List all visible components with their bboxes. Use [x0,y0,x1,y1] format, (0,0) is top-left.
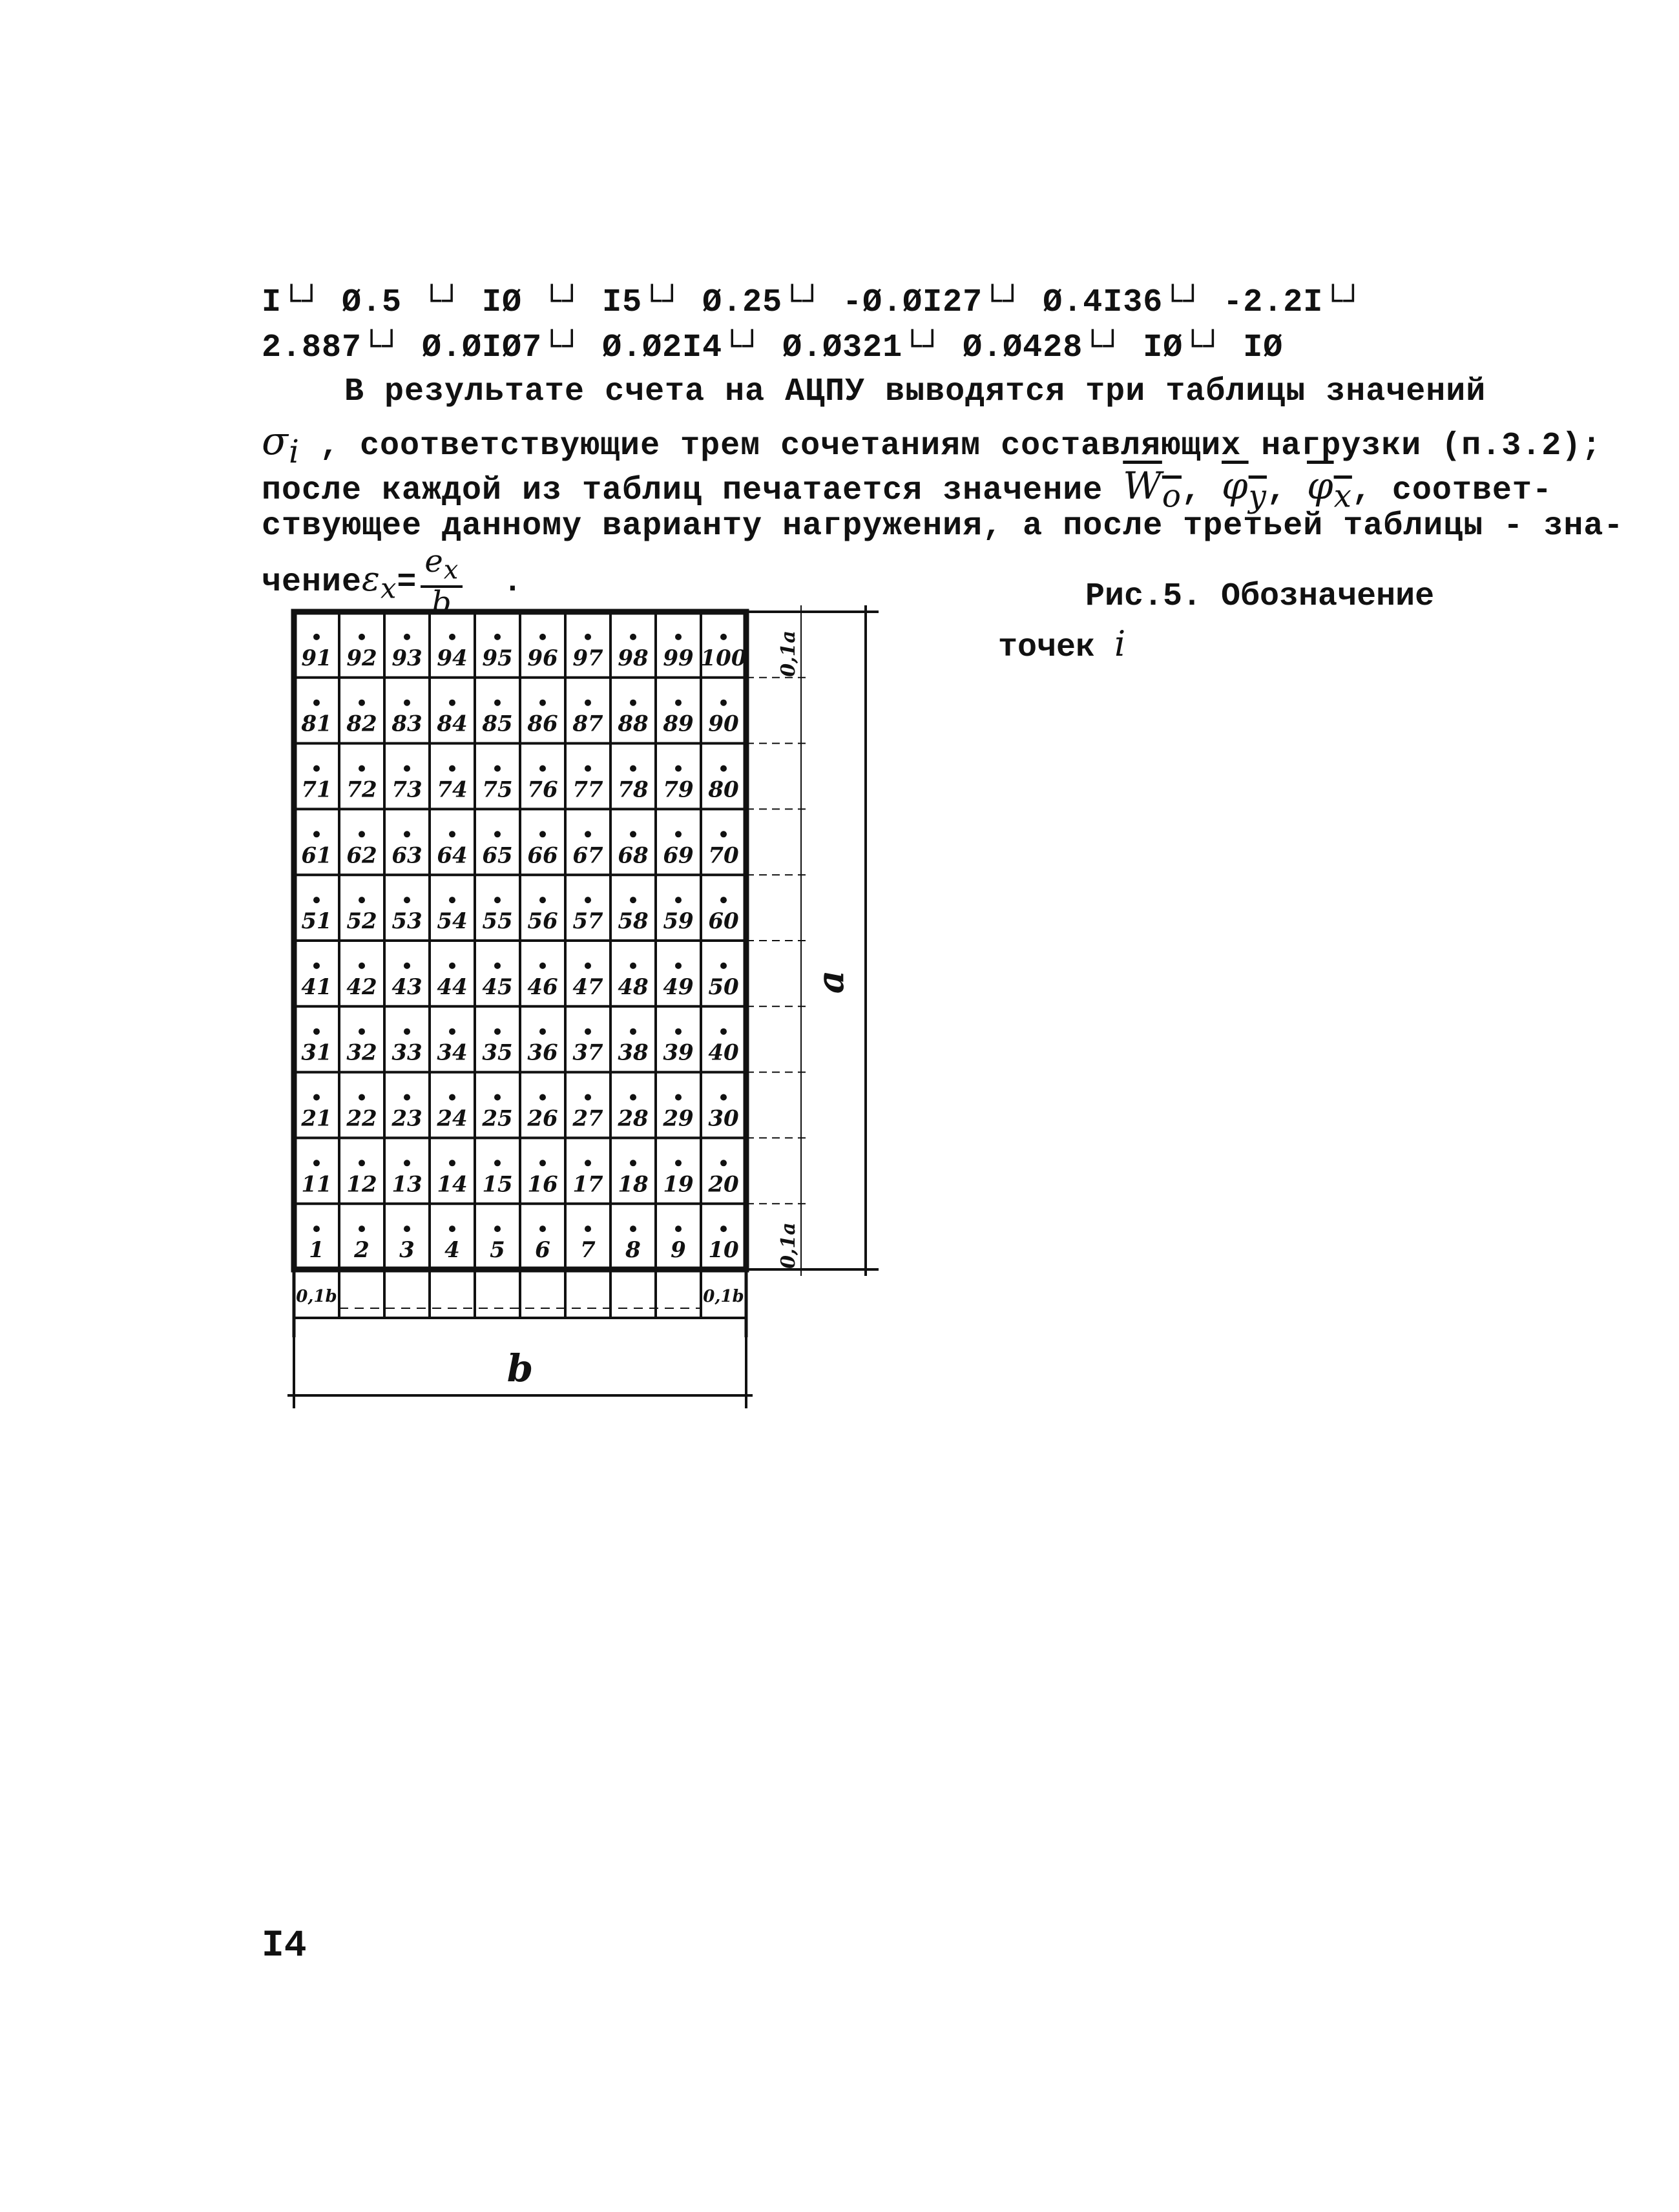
point-label: 57 [572,908,603,935]
point-dot [494,831,501,837]
data-line-2: 2.887└┘ Ø.ØIØ7└┘ Ø.Ø2I4└┘ Ø.Ø321└┘ Ø.Ø428└┘ IØ└┘ IØ [262,329,1284,366]
phi-x-symbol: $\varphi_x$ [1306,464,1352,515]
point-label: 46 [527,974,558,1000]
point-label: 32 [346,1039,377,1066]
point-dot [675,766,682,772]
point-dot [720,766,727,772]
point-label: 8 [625,1237,641,1264]
point-label: 90 [708,711,739,737]
point-label: 41 [301,974,332,1000]
point-dot [404,700,410,706]
point-label: 93 [391,645,422,671]
point-dot [313,1028,320,1035]
point-label: 96 [527,645,558,671]
point-dot [539,831,546,837]
point-dot [675,963,682,969]
point-dot [449,700,455,706]
point-label: 19 [663,1171,694,1198]
point-dot [539,963,546,969]
point-dot [494,1028,501,1035]
point-dot [359,634,365,640]
point-dot [720,1094,727,1101]
point-label: 69 [663,842,694,869]
point-dot [404,1226,410,1232]
point-dot [675,634,682,640]
point-dot [494,1160,501,1166]
point-label: 87 [572,711,603,737]
point-label: 4 [444,1237,460,1264]
point-label: 72 [346,777,377,803]
point-label: 79 [663,777,694,803]
point-label: 20 [708,1171,739,1198]
paragraph-line-4: ствующее данному варианту нагружения, а после третьей таблицы - зна- [262,508,1624,545]
point-label: 75 [482,777,513,803]
point-label: 95 [482,645,513,671]
point-dot [539,897,546,903]
point-dot [675,1226,682,1232]
point-dot [359,1094,365,1101]
point-label: 45 [482,974,513,1000]
point-dot [313,634,320,640]
point-dot [720,963,727,969]
point-label: 10 [708,1237,739,1264]
point-dot [539,1028,546,1035]
point-label: 82 [346,711,377,737]
dim-a-label: a [809,970,852,994]
point-dot [404,831,410,837]
paragraph-line-3: после каждой из таблиц печатается значение $W_o$, $\varphi_y$, $\varphi_x$, соответ- [262,464,1552,515]
point-dot [494,963,501,969]
point-dot [630,1160,636,1166]
point-dot [494,700,501,706]
point-dot [585,634,591,640]
point-dot [449,897,455,903]
point-label: 58 [618,908,649,935]
dim-bottom-label: 0,1a [777,1222,800,1269]
point-dot [449,1094,455,1101]
point-label: 83 [391,711,422,737]
point-label: 6 [535,1237,550,1264]
point-dot [585,766,591,772]
point-label: 44 [437,974,468,1000]
point-label: 17 [572,1171,603,1198]
dim-top-label: 0,1a [777,631,800,677]
point-dot [585,897,591,903]
paragraph-line-2: $\sigma_i$ , соответствующие трем сочетаниям составляющих нагрузки (п.3.2); [262,419,1602,470]
point-label: 27 [572,1105,603,1132]
point-dot [404,1160,410,1166]
point-label: 62 [346,842,377,869]
point-dot [404,963,410,969]
point-label: 16 [527,1171,558,1198]
point-dot [404,634,410,640]
point-label: 34 [437,1039,468,1066]
point-dot [313,897,320,903]
point-dot [313,1094,320,1101]
point-label: 3 [399,1237,415,1264]
point-label: 37 [572,1039,603,1066]
point-label: 26 [527,1105,558,1132]
point-dot [720,700,727,706]
point-dot [539,634,546,640]
point-label: 77 [572,777,603,803]
point-dot [313,831,320,837]
point-dot [585,831,591,837]
point-label: 35 [482,1039,513,1066]
point-label: 1 [309,1237,324,1264]
point-label: 23 [391,1105,422,1132]
point-dot [720,1226,727,1232]
point-dot [449,1226,455,1232]
point-dot [630,831,636,837]
point-label: 7 [580,1237,596,1264]
point-label: 31 [301,1039,332,1066]
point-label: 49 [663,974,694,1000]
point-dot [404,1094,410,1101]
figure-caption-line-2: точек i [998,623,1126,666]
point-dot [630,700,636,706]
point-label: 25 [482,1105,513,1132]
point-label: 80 [708,777,739,803]
point-dot [359,700,365,706]
point-label: 59 [663,908,694,935]
point-label: 47 [572,974,603,1000]
point-label: 15 [482,1171,513,1198]
point-label: 53 [391,908,422,935]
point-labels [300,634,746,1263]
point-dot [359,1028,365,1035]
point-dot [630,1028,636,1035]
point-dot [449,634,455,640]
point-label: 65 [482,842,513,869]
phi-y-symbol: $\varphi_y$ [1222,464,1267,515]
point-dot [313,1226,320,1232]
point-dot [585,700,591,706]
point-label: 29 [663,1105,694,1132]
point-label: 22 [346,1105,377,1132]
point-label: 40 [708,1039,739,1066]
point-label: 61 [301,842,332,869]
dim-right-label: 0,1b [703,1287,744,1306]
epsilon-symbol: $\varepsilon_x$ [362,560,397,605]
point-dot [720,831,727,837]
point-dot [359,963,365,969]
point-label: 56 [527,908,558,935]
point-label: 14 [437,1171,468,1198]
point-label: 42 [346,974,377,1000]
point-label: 76 [527,777,558,803]
point-label: 84 [437,711,468,737]
point-dot [675,700,682,706]
point-label: 64 [437,842,468,869]
point-dot [675,1094,682,1101]
point-label: 98 [618,645,649,671]
point-label: 38 [618,1039,649,1066]
point-label: 48 [618,974,649,1000]
point-label: 28 [618,1105,649,1132]
point-dot [630,634,636,640]
point-label: 91 [301,645,332,671]
point-label: 78 [618,777,649,803]
point-dot [404,897,410,903]
point-dot [313,1160,320,1166]
point-dot [539,1094,546,1101]
point-dot [404,766,410,772]
point-label: 39 [663,1039,694,1066]
point-dot [359,831,365,837]
point-label: 36 [527,1039,558,1066]
point-label: 2 [354,1237,370,1264]
point-label: 11 [301,1171,332,1198]
point-label: 43 [391,974,422,1000]
point-dot [630,1094,636,1101]
point-label: 50 [708,974,739,1000]
point-label: 67 [572,842,603,869]
point-dot [720,1160,727,1166]
point-label: 33 [391,1039,422,1066]
point-label: 81 [301,711,332,737]
point-dot [449,831,455,837]
point-dot [449,1160,455,1166]
dim-b-label: b [506,1346,534,1390]
point-label: 18 [618,1171,649,1198]
paragraph-line-1: В результате счета на АЦПУ выводятся три таблицы значений [344,373,1486,410]
point-label: 99 [663,645,694,671]
point-label: 85 [482,711,513,737]
figure-caption: Рис.5. Обозначение [1085,578,1435,615]
point-dot [585,1160,591,1166]
point-dot [630,766,636,772]
sigma-symbol: $\sigma_i$ [262,419,300,470]
point-label: 66 [527,842,558,869]
point-label: 52 [346,908,377,935]
point-dot [539,1226,546,1232]
point-label: 89 [663,711,694,737]
point-label: 74 [437,777,468,803]
point-label: 88 [618,711,649,737]
point-label: 94 [437,645,468,671]
point-label: 97 [572,645,603,671]
point-dot [720,634,727,640]
point-label: 9 [671,1237,686,1264]
point-dot [494,897,501,903]
point-label: 13 [391,1171,422,1198]
point-dot [630,897,636,903]
point-dot [675,1160,682,1166]
point-label: 68 [618,842,649,869]
point-label: 51 [301,908,332,935]
point-dot [585,1226,591,1232]
data-line-1: I└┘ Ø.5 └┘ IØ └┘ I5└┘ Ø.25└┘ -Ø.ØI27└┘ Ø.4I36└┘ -2.2I└┘ [262,284,1364,321]
point-label: 12 [346,1171,377,1198]
point-dot [359,1226,365,1232]
point-dot [313,700,320,706]
point-dot [720,1028,727,1035]
point-dot [675,831,682,837]
point-dot [585,1094,591,1101]
point-dot [359,766,365,772]
point-dot [675,1028,682,1035]
point-label: 100 [700,645,747,671]
point-dot [585,1028,591,1035]
point-dot [675,897,682,903]
point-dot [359,897,365,903]
point-label: 63 [391,842,422,869]
point-dot [449,963,455,969]
point-label: 92 [346,645,377,671]
point-dot [359,1160,365,1166]
w0-symbol: $W_o$ [1123,464,1182,515]
point-label: 55 [482,908,513,935]
point-label: 54 [437,908,468,935]
point-dot [539,700,546,706]
point-dot [449,766,455,772]
dim-left-label: 0,1b [296,1287,337,1306]
point-label: 24 [437,1105,468,1132]
point-label: 60 [708,908,739,935]
point-dot [313,963,320,969]
point-dot [539,1160,546,1166]
paragraph-line-5: чениеε$_x$= $\frac{e_x}{b}$ . [262,543,523,621]
point-dot [494,1226,501,1232]
point-dot [630,1226,636,1232]
point-dot [313,766,320,772]
point-dot [404,1028,410,1035]
eccentricity-fraction: $\frac{e_x}{b}$ [421,547,463,618]
point-dot [494,1094,501,1101]
point-dot [494,634,501,640]
point-dot [720,897,727,903]
point-label: 30 [708,1105,739,1132]
point-dot [539,766,546,772]
point-dot [494,766,501,772]
point-dot [585,963,591,969]
point-dot [449,1028,455,1035]
point-label: 5 [490,1237,505,1264]
point-dot [630,963,636,969]
point-label: 73 [391,777,422,803]
point-label: 70 [708,842,739,869]
point-label: 21 [301,1105,332,1132]
page-number: I4 [262,1925,307,1967]
point-label: 86 [527,711,558,737]
point-label: 71 [301,777,332,803]
